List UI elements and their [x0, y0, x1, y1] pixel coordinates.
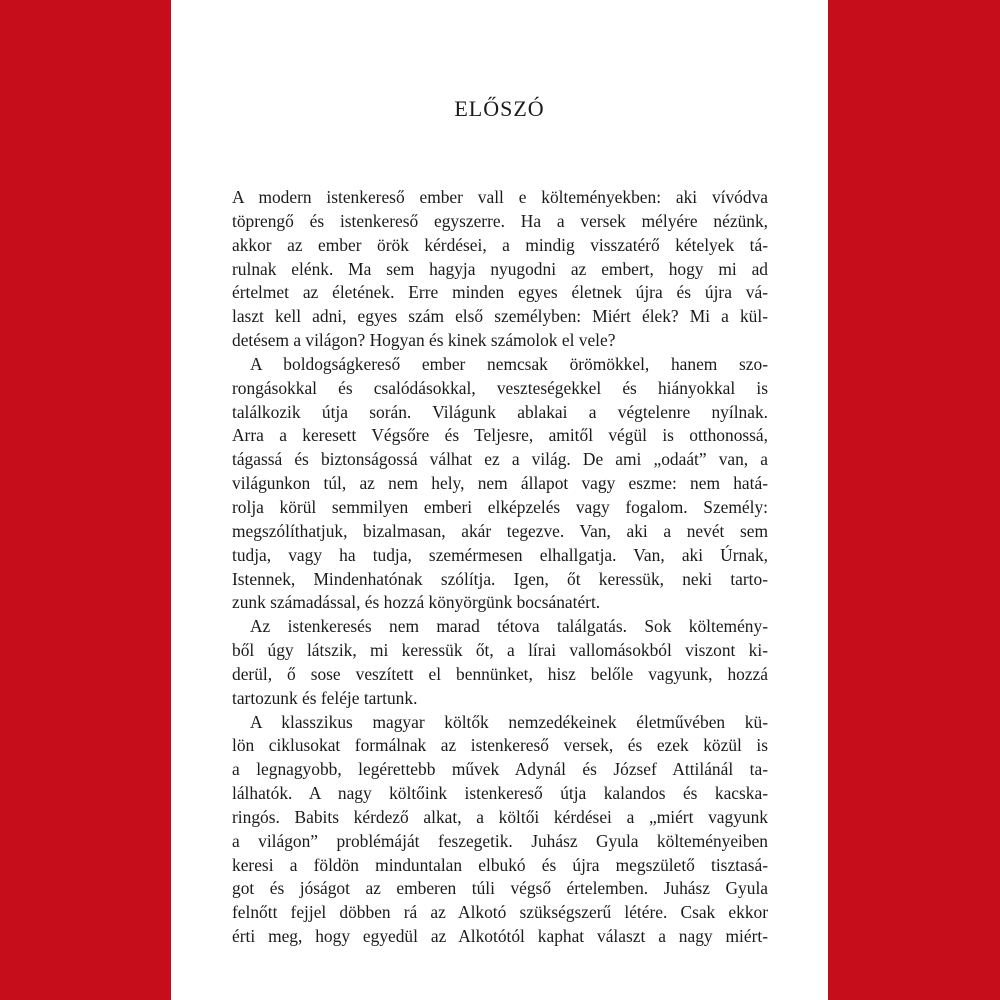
- text-line: rulnak elénk. Ma sem hagyja nyugodni az embert, hogy mi ad: [232, 258, 768, 279]
- text-line: Az istenkeresés nem marad tétova találgatás. Sok költemény-: [250, 616, 768, 637]
- text-line: lön ciklusokat formálnak az istenkereső versek, és ezek közül is: [232, 735, 768, 756]
- text-line: tágassá és biztonságossá válhat ez a világ. De ami „odaát” van, a: [232, 449, 768, 470]
- text-line: lálhatók. A nagy költőink istenkereső útja kalandos és kacska-: [232, 783, 768, 804]
- text-line: töprengő és istenkereső egyszerre. Ha a versek mélyére nézünk,: [232, 210, 768, 231]
- text-line: ből úgy látszik, mi keressük őt, a lírai vallomásokból viszont ki-: [232, 640, 768, 661]
- text-line: a világon” problémáját feszegetik. Juhász Gyula költeményeiben: [232, 830, 768, 851]
- text-line: Arra a keresett Végsőre és Teljesre, amitől végül is otthonossá,: [232, 425, 768, 446]
- text-line: világunkon túl, az nem hely, nem állapot vagy eszme: nem hatá-: [232, 473, 768, 494]
- text-line: got és jóságot az emberen túli végső értelemben. Juhász Gyula: [232, 878, 768, 899]
- text-line: értelmet az életének. Erre minden egyes életnek újra és újra vá-: [232, 282, 768, 303]
- text-line: megszólíthatjuk, bizalmasan, akár tegezve. Van, aki a nevét sem: [232, 520, 768, 541]
- text-line: felnőtt fejjel döbben rá az Alkotó szükségszerű létére. Csak ekkor: [232, 902, 768, 923]
- text-line: Istennek, Mindenhatónak szólítja. Igen, őt keressük, neki tarto-: [232, 568, 768, 589]
- text-line: a legnagyobb, legérettebb művek Adynál és József Attilánál ta-: [232, 759, 768, 780]
- text-line: A boldogságkereső ember nemcsak örömökkel, hanem szo-: [250, 353, 768, 374]
- text-line: zunk számadással, és hozzá könyörgünk bocsánatért.: [232, 592, 601, 613]
- text-line: akkor az ember örök kérdései, a mindig visszatérő kételyek tá-: [232, 234, 768, 255]
- text-line: A modern istenkereső ember vall e költeményekben: aki vívódva: [232, 187, 768, 207]
- text-line: derül, ő sose veszített el bennünket, hisz belőle vagyunk, hozzá: [232, 663, 768, 684]
- text-line: detésem a világon? Hogyan és kinek számolok el vele?: [232, 330, 616, 351]
- text-line: keresi a földön minduntalan elbukó és újra megszülető tisztasá-: [232, 854, 768, 875]
- text-line: találkozik útja során. Világunk ablakai a végtelenre nyílnak.: [232, 401, 768, 422]
- text-line: érti meg, hogy egyedül az Alkotótól kaphat választ a nagy miért-: [232, 926, 768, 947]
- text-line: tartozunk és feléje tartunk.: [232, 687, 418, 708]
- text-line: A klasszikus magyar költők nemzedékeinek életművében kü-: [250, 711, 768, 732]
- book-page: [171, 0, 828, 1000]
- text-line: tudja, vagy ha tudja, szemérmesen elhallgatja. Van, aki Úrnak,: [232, 544, 768, 565]
- text-line: rongásokkal és csalódásokkal, veszteségekkel és hiányokkal is: [232, 377, 768, 398]
- text-line: laszt kell adni, egyes szám első személyben: Miért élek? Mi a kül-: [232, 306, 768, 327]
- right-red-border: [828, 0, 1000, 1000]
- text-line: rolja körül semmilyen emberi elképzelés vagy fogalom. Személy:: [232, 496, 768, 517]
- left-red-border: [0, 0, 171, 1000]
- page-title: ELŐSZÓ: [454, 96, 545, 121]
- text-line: ringós. Babits kérdező alkat, a költői kérdései a „miért vagyunk: [232, 806, 768, 827]
- body-text: [232, 186, 768, 949]
